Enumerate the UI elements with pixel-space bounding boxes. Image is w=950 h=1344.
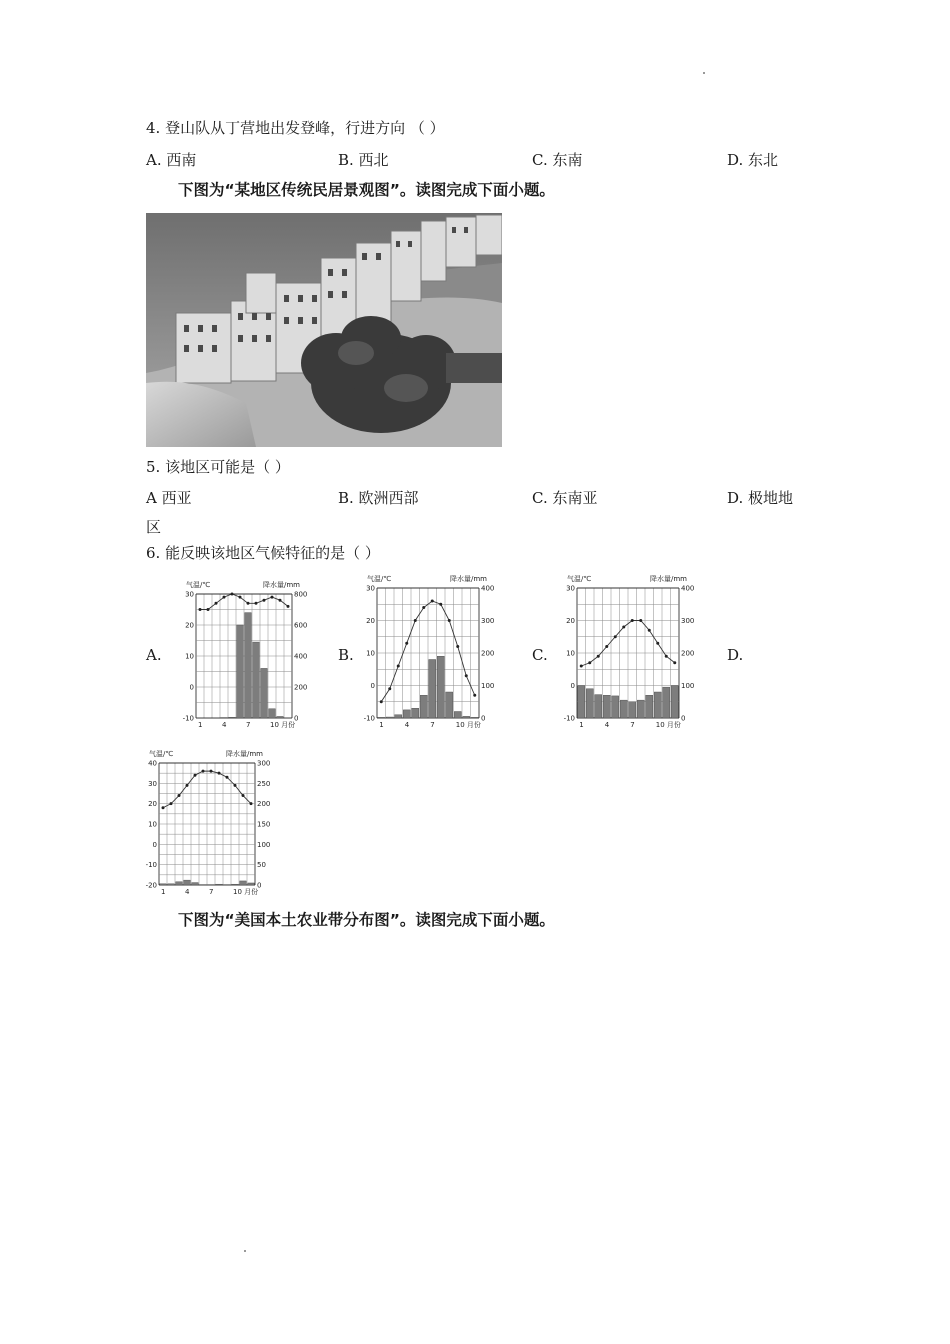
- temperature-point: [162, 806, 165, 809]
- temperature-point: [207, 608, 210, 611]
- precip-bar: [192, 883, 198, 885]
- precip-bar: [277, 716, 283, 718]
- precip-bar: [663, 687, 670, 718]
- left-tick-label: 20: [366, 617, 375, 625]
- q6-label-d: D.: [727, 646, 744, 664]
- temperature-point: [656, 642, 659, 645]
- left-tick-label: 10: [148, 820, 157, 829]
- y-axis-label-left: 气温/℃: [567, 575, 592, 583]
- q5-option-d-wrap: 区: [146, 518, 162, 536]
- y-axis-label-left: 气温/℃: [186, 581, 211, 589]
- x-tick-label: 4: [185, 888, 190, 896]
- temperature-point: [431, 600, 434, 603]
- x-tick-label: 7: [209, 888, 214, 896]
- left-tick-label: -10: [182, 714, 194, 723]
- q5-option-c: C. 东南亚: [532, 489, 598, 507]
- left-tick-label: -20: [145, 881, 157, 890]
- temperature-point: [473, 694, 476, 697]
- right-tick-label: 300: [257, 759, 271, 768]
- left-tick-label: 0: [570, 682, 575, 690]
- x-tick-label: 1: [579, 721, 584, 729]
- left-tick-label: 20: [185, 621, 194, 630]
- left-tick-label: -10: [145, 861, 157, 870]
- question-6-stem: 6. 能反映该地区气候特征的是（ ）: [146, 544, 380, 562]
- right-tick-label: 250: [257, 779, 271, 788]
- scan-dot: [703, 72, 705, 74]
- right-tick-label: 300: [481, 617, 495, 625]
- precip-bar: [412, 708, 419, 718]
- right-tick-label: 300: [681, 617, 695, 625]
- left-tick-label: 30: [185, 590, 194, 599]
- precip-bar: [253, 642, 259, 718]
- temperature-point: [263, 599, 266, 602]
- temperature-point: [247, 602, 250, 605]
- temperature-point: [271, 596, 274, 599]
- temperature-point: [422, 606, 425, 609]
- temperature-point: [388, 687, 391, 690]
- temperature-point: [456, 645, 459, 648]
- precip-bar: [240, 881, 246, 885]
- question-4-stem: 4. 登山队从丁营地出发登峰，行进方向 （ ）: [146, 119, 445, 137]
- precip-bar: [403, 710, 410, 718]
- right-tick-label: 200: [481, 649, 495, 658]
- climate-chart-a: [168, 574, 312, 734]
- precip-bar: [216, 884, 222, 885]
- temperature-point: [622, 626, 625, 629]
- temperature-point: [218, 772, 221, 775]
- precip-bar: [454, 712, 461, 719]
- temperature-point: [665, 655, 668, 658]
- right-tick-label: 400: [294, 652, 308, 661]
- precip-bar: [637, 700, 644, 718]
- right-tick-label: 0: [681, 714, 686, 723]
- left-tick-label: 30: [566, 584, 575, 593]
- left-tick-label: 40: [148, 759, 157, 768]
- precip-bar: [237, 625, 243, 718]
- left-tick-label: 0: [189, 683, 194, 692]
- left-tick-label: 10: [566, 649, 575, 658]
- temperature-point: [170, 802, 173, 805]
- precip-bar: [248, 883, 254, 885]
- temperature-point: [673, 661, 676, 664]
- precip-bar: [269, 709, 275, 718]
- temperature-point: [287, 605, 290, 608]
- precip-bar: [245, 613, 251, 718]
- temperature-point: [397, 665, 400, 668]
- right-tick-label: 100: [257, 840, 271, 849]
- q6-label-b: B.: [338, 646, 354, 664]
- x-tick-label: 10 月份: [233, 888, 259, 896]
- x-tick-label: 1: [198, 721, 203, 729]
- right-tick-label: 600: [294, 621, 308, 630]
- y-axis-label-right: 降水量/mm: [450, 575, 487, 583]
- precip-bar: [429, 660, 436, 719]
- x-tick-label: 1: [379, 721, 384, 729]
- y-axis-label-right: 降水量/mm: [263, 581, 300, 589]
- precip-bar: [386, 717, 393, 718]
- climate-chart-c: [555, 574, 699, 734]
- precip-bar: [168, 884, 174, 885]
- precip-bar: [603, 695, 610, 718]
- right-tick-label: 400: [481, 584, 495, 593]
- temperature-point: [215, 602, 218, 605]
- q5-option-a: A 西亚: [146, 489, 192, 507]
- y-axis-label-left: 气温/℃: [367, 575, 392, 583]
- temperature-point: [223, 596, 226, 599]
- q4-option-b: B. 西北: [338, 151, 389, 169]
- temperature-point: [242, 794, 245, 797]
- temperature-point: [405, 642, 408, 645]
- x-tick-label: 10 月份: [270, 721, 296, 729]
- temperature-point: [588, 661, 591, 664]
- left-tick-label: 10: [185, 652, 194, 661]
- left-tick-label: 30: [366, 584, 375, 593]
- x-tick-label: 10 月份: [455, 721, 481, 729]
- temperature-point: [234, 784, 237, 787]
- x-tick-label: 7: [246, 721, 251, 729]
- precip-bar: [463, 716, 470, 718]
- right-tick-label: 150: [257, 820, 271, 829]
- left-tick-label: 0: [152, 840, 157, 849]
- temperature-point: [614, 635, 617, 638]
- precip-bar: [395, 715, 402, 718]
- x-tick-label: 4: [404, 721, 410, 729]
- right-tick-label: 400: [681, 584, 695, 593]
- temperature-point: [239, 596, 242, 599]
- right-tick-label: 200: [294, 683, 308, 692]
- temperature-point: [465, 674, 468, 677]
- temperature-point: [194, 774, 197, 777]
- left-tick-label: -10: [563, 714, 575, 723]
- x-tick-label: 4: [222, 721, 227, 729]
- right-tick-label: 0: [481, 714, 486, 723]
- precip-bar: [261, 668, 267, 718]
- precip-bar: [586, 689, 593, 718]
- temperature-point: [605, 645, 608, 648]
- precip-bar: [654, 692, 661, 718]
- precip-bar: [620, 700, 627, 718]
- precip-bar: [646, 695, 653, 718]
- right-tick-label: 200: [257, 800, 271, 809]
- right-tick-label: 200: [681, 649, 695, 658]
- temperature-point: [202, 770, 205, 773]
- temperature-point: [648, 629, 651, 632]
- q5-option-d: D. 极地地: [727, 489, 794, 507]
- intro-landscape: 下图为“某地区传统民居景观图”。读图完成下面小题。: [178, 181, 555, 199]
- x-tick-label: 4: [604, 721, 610, 729]
- left-tick-label: 20: [148, 800, 157, 809]
- temperature-point: [380, 700, 383, 703]
- temperature-point: [226, 776, 229, 779]
- scan-dot: [244, 1250, 246, 1252]
- q4-option-c: C. 东南: [532, 151, 583, 169]
- precip-bar: [595, 695, 602, 718]
- temperature-point: [414, 619, 417, 622]
- q5-option-b: B. 欧洲西部: [338, 489, 419, 507]
- precip-bar: [184, 880, 190, 885]
- precip-bar: [232, 884, 238, 885]
- climate-chart-d: [143, 745, 271, 897]
- dwelling-photo-drawing: [146, 213, 502, 447]
- precip-bar: [446, 692, 453, 718]
- precip-bar: [229, 717, 235, 718]
- temperature-point: [186, 784, 189, 787]
- precip-bar: [420, 695, 427, 718]
- left-tick-label: -10: [363, 714, 375, 723]
- right-tick-label: 100: [481, 682, 495, 690]
- precip-bar: [671, 686, 678, 719]
- precip-bar: [629, 702, 636, 718]
- temperature-point: [250, 802, 253, 805]
- q4-option-d: D. 东北: [727, 151, 779, 169]
- x-tick-label: 7: [630, 721, 635, 729]
- temperature-point: [631, 619, 634, 622]
- x-tick-label: 10 月份: [655, 721, 681, 729]
- left-tick-label: 30: [148, 779, 157, 788]
- temperature-point: [178, 794, 181, 797]
- temperature-point: [448, 619, 451, 622]
- q4-option-a: A. 西南: [146, 151, 197, 169]
- x-tick-label: 1: [161, 888, 166, 896]
- temperature-point: [439, 603, 442, 606]
- y-axis-label-right: 降水量/mm: [650, 575, 687, 583]
- right-tick-label: 0: [257, 881, 262, 890]
- q6-label-c: C.: [532, 646, 548, 664]
- precip-bar: [176, 882, 182, 885]
- x-tick-label: 7: [430, 721, 435, 729]
- precip-bar: [378, 717, 385, 718]
- question-5-stem: 5. 该地区可能是（ ）: [146, 458, 290, 476]
- y-axis-label-left: 气温/℃: [149, 750, 174, 758]
- right-tick-label: 100: [681, 682, 695, 690]
- temperature-point: [279, 599, 282, 602]
- precip-bar: [578, 686, 585, 719]
- precip-bar: [160, 884, 166, 885]
- left-tick-label: 0: [370, 682, 375, 690]
- temperature-point: [231, 593, 234, 596]
- intro-us-agriculture: 下图为“美国本土农业带分布图”。读图完成下面小题。: [178, 911, 555, 929]
- temperature-point: [639, 619, 642, 622]
- traditional-dwelling-photo: [146, 213, 502, 447]
- right-tick-label: 50: [257, 861, 266, 870]
- temperature-point: [597, 655, 600, 658]
- left-tick-label: 20: [566, 617, 575, 625]
- climate-chart-b: [355, 574, 499, 734]
- right-tick-label: 800: [294, 590, 308, 599]
- q6-label-a: A.: [146, 646, 162, 664]
- right-tick-label: 0: [294, 714, 299, 723]
- precip-bar: [612, 696, 619, 718]
- precip-bar: [437, 656, 444, 718]
- temperature-point: [210, 770, 213, 773]
- left-tick-label: 10: [366, 649, 375, 658]
- precip-bar: [471, 717, 478, 718]
- temperature-point: [255, 602, 258, 605]
- y-axis-label-right: 降水量/mm: [226, 750, 263, 758]
- temperature-point: [199, 608, 202, 611]
- temperature-point: [580, 665, 583, 668]
